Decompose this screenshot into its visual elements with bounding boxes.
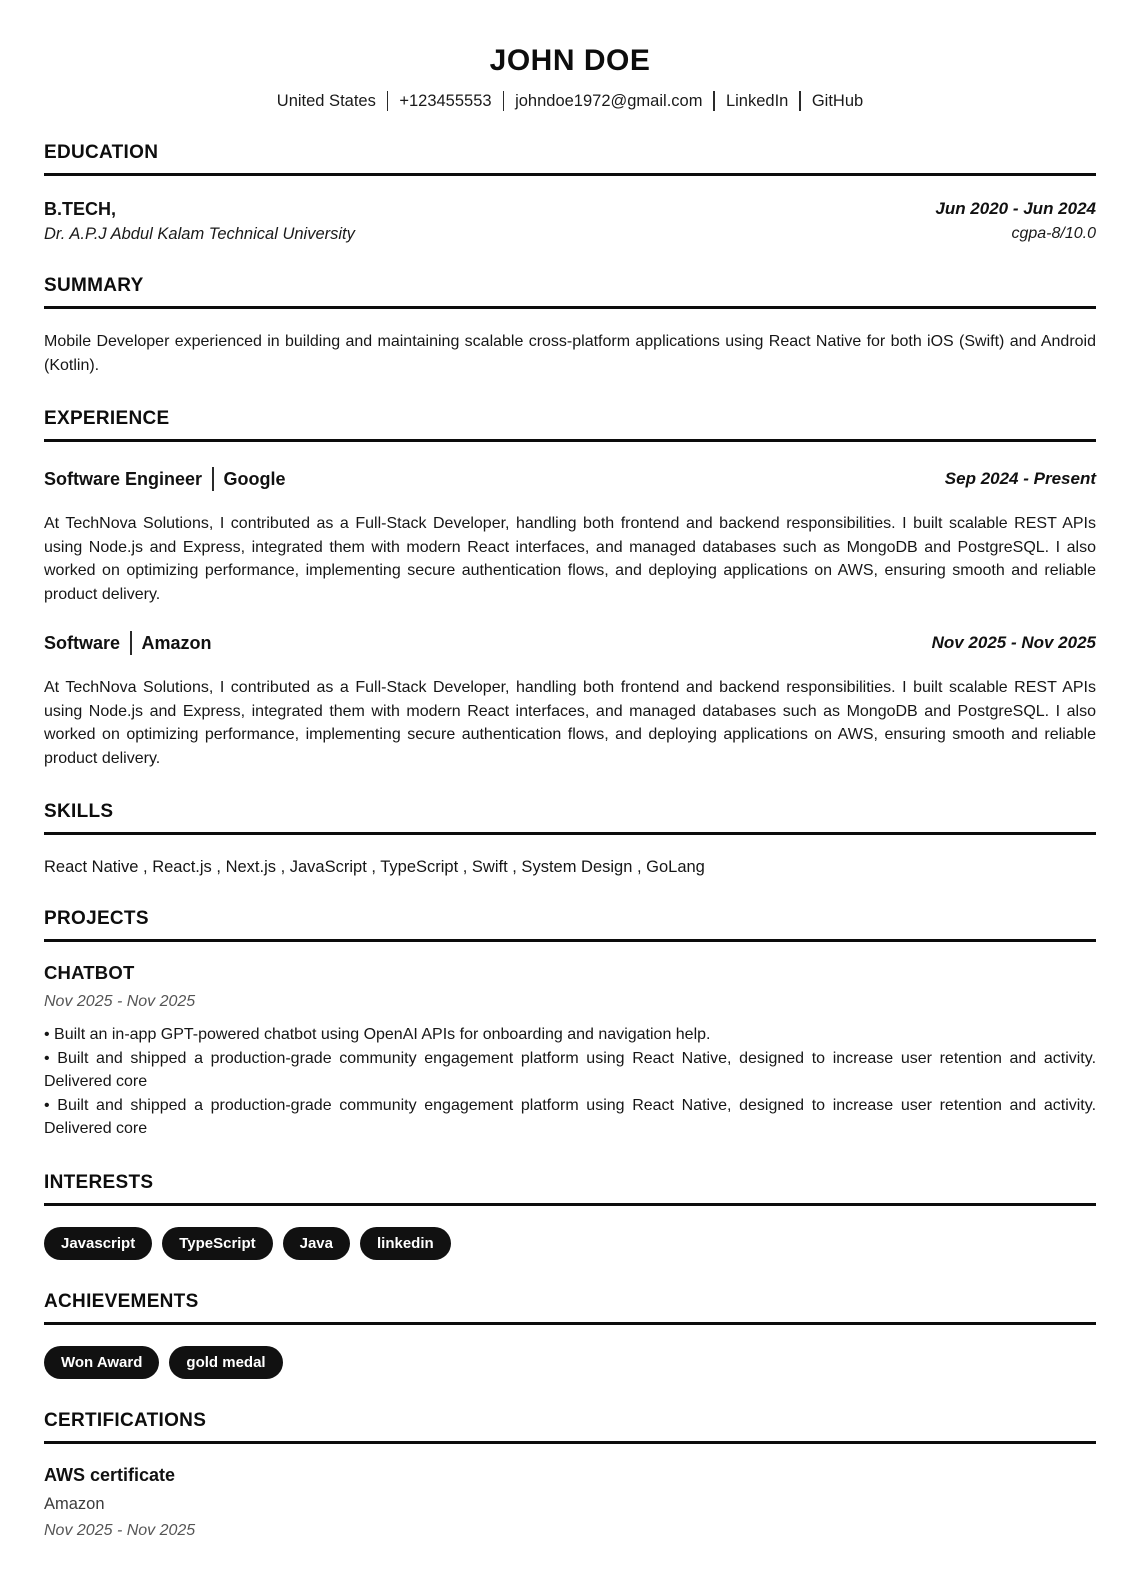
certification-name: AWS certificate [44, 1464, 176, 1485]
project-bullet: • Built and shipped a production-grade community engagement platform using React Native, designed to increase user retention and activity. Delivered core [44, 1094, 1096, 1141]
certification-entry [44, 1465, 1096, 1540]
contact-linkedin-link[interactable]: LinkedIn [725, 91, 789, 110]
interest-tag: Javascript [44, 1227, 152, 1260]
summary-text: Mobile Developer experienced in building and maintaining scalable cross-platform applications using React Native for both iOS (Swift) and Android (Kotlin). [44, 333, 1096, 374]
project-bullet: • Built an in-app GPT-powered chatbot using OpenAI APIs for onboarding and navigation help. [44, 1023, 1096, 1047]
contact-separator [713, 91, 715, 111]
job-dates: Nov 2025 - Nov 2025 [931, 633, 1096, 652]
job-role: Software [44, 632, 121, 653]
job-dates: Sep 2024 - Present [944, 469, 1096, 488]
job-description: At TechNova Solutions, I contributed as a Full-Stack Developer, handling both frontend and backend responsibilities. I built scalable REST APIs using Node.js and Express, integrated them with modern React interfaces, and managed databases such as MongoDB and PostgreSQL. I also worked on optimizing performance, implementing secure authentication flows, and deploying applications on AWS, ensuring smooth and reliable product delivery. [44, 679, 1096, 767]
contact-github-link[interactable]: GitHub [811, 91, 864, 110]
section-heading-summary: SUMMARY [44, 275, 1096, 309]
certification-issuer: Amazon [44, 1494, 105, 1513]
contact-separator [387, 91, 389, 111]
resume-name: JOHN DOE [489, 44, 651, 77]
contact-phone: +123455553 [399, 91, 492, 110]
job-title-separator [130, 631, 132, 655]
project-name: CHATBOT [44, 962, 135, 983]
job-description: At TechNova Solutions, I contributed as a Full-Stack Developer, handling both frontend and backend responsibilities. I built scalable REST APIs using Node.js and Express, integrated them with modern React interfaces, and managed databases such as MongoDB and PostgreSQL. I also worked on optimizing performance, implementing secure authentication flows, and deploying applications on AWS, ensuring smooth and reliable product delivery. [44, 515, 1096, 603]
section-heading-skills: SKILLS [44, 801, 1096, 835]
interest-tag: Java [283, 1227, 350, 1260]
section-heading-education: EDUCATION [44, 142, 1096, 176]
job-title-separator [212, 467, 214, 491]
achievement-tag: Won Award [44, 1346, 159, 1379]
section-heading-achievements: ACHIEVEMENTS [44, 1291, 1096, 1325]
job-header [44, 631, 1096, 655]
contact-separator [503, 91, 505, 111]
interests-tags [44, 1227, 1096, 1260]
job-title [44, 467, 286, 491]
section-heading-projects: PROJECTS [44, 908, 1096, 942]
education-institution: Dr. A.P.J Abdul Kalam Technical University [44, 225, 355, 243]
interest-tag: TypeScript [162, 1227, 272, 1260]
education-gpa: cgpa-8/10.0 [1011, 225, 1096, 242]
education-entry [44, 199, 1096, 244]
section-heading-experience: EXPERIENCE [44, 408, 1096, 442]
contact-location: United States [276, 91, 376, 110]
section-heading-interests: INTERESTS [44, 1172, 1096, 1206]
job-role: Software Engineer [44, 468, 203, 489]
job-company: Google [223, 468, 286, 489]
section-heading-certifications: CERTIFICATIONS [44, 1410, 1096, 1444]
education-right [935, 199, 1096, 244]
contact-email-link[interactable]: johndoe1972@gmail.com [515, 91, 703, 110]
education-left [44, 199, 355, 244]
education-degree: B.TECH, [44, 199, 116, 219]
contact-separator [799, 91, 801, 111]
skills-list: React Native , React.js , Next.js , JavaScript , TypeScript , Swift , System Design , GoLang [44, 858, 705, 876]
job-title [44, 631, 212, 655]
project-bullet-list [44, 1023, 1096, 1141]
project-dates: Nov 2025 - Nov 2025 [44, 993, 196, 1010]
achievements-tags [44, 1346, 1096, 1379]
job-company: Amazon [141, 632, 212, 653]
contact-line [44, 91, 1096, 111]
project-entry [44, 962, 1096, 1141]
education-dates: Jun 2020 - Jun 2024 [935, 199, 1096, 218]
certification-dates: Nov 2025 - Nov 2025 [44, 1521, 196, 1539]
job-header [44, 467, 1096, 491]
achievement-tag: gold medal [169, 1346, 282, 1379]
interest-tag: linkedin [360, 1227, 451, 1260]
project-bullet: • Built and shipped a production-grade community engagement platform using React Native, designed to increase user retention and activity. Delivered core [44, 1047, 1096, 1094]
